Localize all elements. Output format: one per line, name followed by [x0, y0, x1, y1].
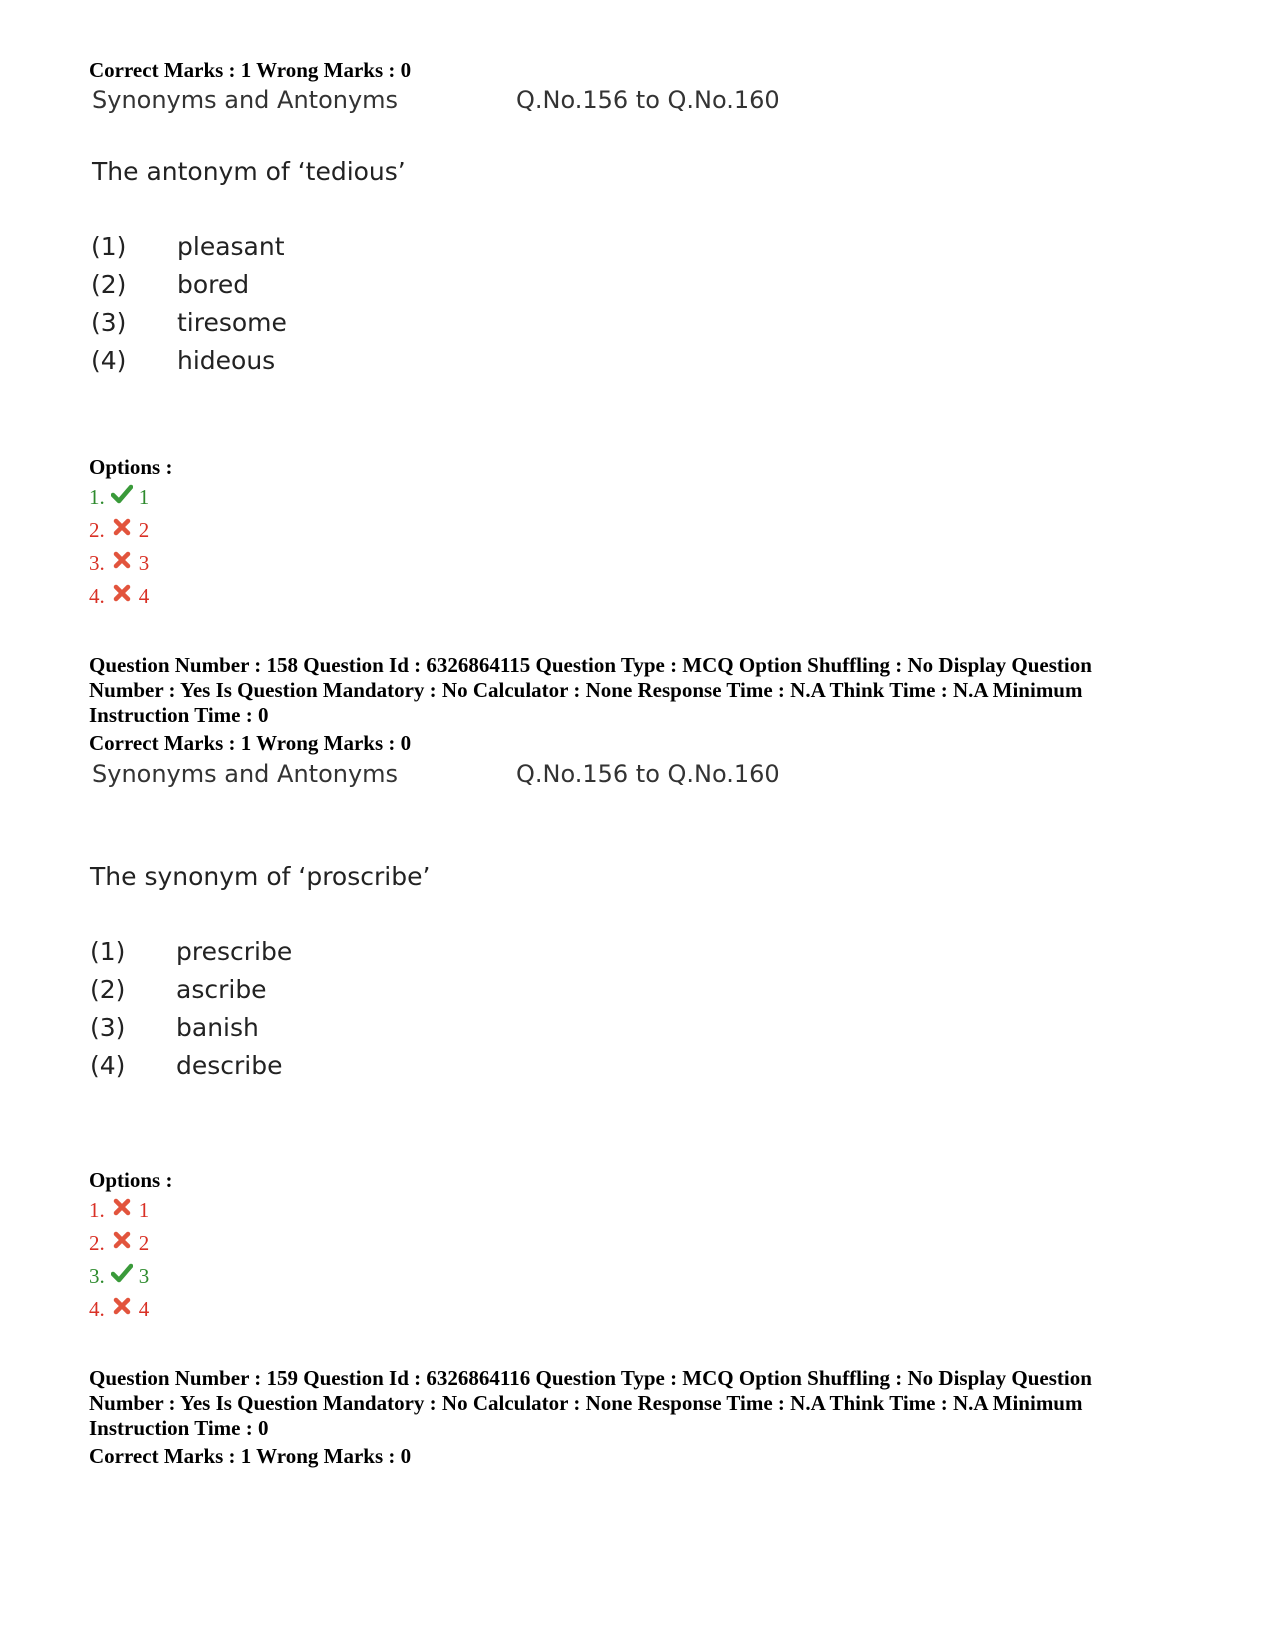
options-list: [89, 481, 149, 613]
question-text: The synonym of ‘proscribe’: [90, 862, 431, 891]
option-value: 1: [138, 485, 150, 509]
choice-list: [91, 227, 287, 379]
question-meta-line: Number : Yes Is Question Mandatory : No Calculator : None Response Time : N.A Think Time : N.A Minimum: [89, 678, 1083, 702]
option-number: 4.: [89, 584, 105, 608]
option-number: 3.: [89, 551, 105, 575]
choice-list: [90, 932, 292, 1084]
choice-number: (4): [90, 1050, 126, 1080]
choice-item: [90, 1008, 292, 1046]
option-value: 2: [138, 518, 150, 542]
question-meta-line: Instruction Time : 0: [89, 1416, 269, 1440]
option-item: [89, 547, 149, 580]
option-value: 3: [138, 1264, 150, 1288]
choice-number: (3): [90, 1012, 126, 1042]
options-label: Options :: [89, 455, 173, 479]
options-list: [89, 1194, 149, 1326]
choice-item: [90, 1046, 292, 1084]
choice-number: (2): [90, 974, 126, 1004]
cross-icon: [111, 549, 133, 571]
marks-line: Correct Marks : 1 Wrong Marks : 0: [89, 58, 412, 82]
choice-text: hideous: [177, 345, 276, 375]
choice-item: [91, 341, 287, 379]
choice-text: ascribe: [176, 974, 267, 1004]
choice-item: [91, 265, 287, 303]
option-value: 4: [138, 1297, 150, 1321]
section-title: Synonyms and Antonyms: [92, 760, 399, 788]
choice-text: tiresome: [177, 307, 287, 337]
choice-item: [90, 970, 292, 1008]
marks-line: Correct Marks : 1 Wrong Marks : 0: [89, 731, 412, 755]
option-value: 2: [138, 1231, 150, 1255]
option-number: 4.: [89, 1297, 105, 1321]
choice-item: [90, 932, 292, 970]
option-value: 3: [138, 551, 150, 575]
choice-text: prescribe: [176, 936, 293, 966]
question-meta: [89, 653, 1199, 728]
check-icon: [111, 483, 133, 505]
question-meta-line: Instruction Time : 0: [89, 703, 269, 727]
option-number: 1.: [89, 485, 105, 509]
option-number: 2.: [89, 518, 105, 542]
choice-number: (1): [90, 936, 126, 966]
option-item: [89, 1227, 149, 1260]
marks-line: Correct Marks : 1 Wrong Marks : 0: [89, 1444, 412, 1468]
option-value: 4: [138, 584, 150, 608]
question-range: Q.No.156 to Q.No.160: [516, 86, 780, 114]
question-range: Q.No.156 to Q.No.160: [516, 760, 780, 788]
option-number: 2.: [89, 1231, 105, 1255]
choice-number: (4): [91, 345, 127, 375]
cross-icon: [111, 582, 133, 604]
choice-item: [91, 303, 287, 341]
check-icon: [111, 1262, 133, 1284]
option-value: 1: [138, 1198, 150, 1222]
question-meta-line: Question Number : 158 Question Id : 6326864115 Question Type : MCQ Option Shuffling : No Display Question: [89, 653, 1092, 677]
choice-text: banish: [176, 1012, 259, 1042]
cross-icon: [111, 516, 133, 538]
choice-number: (2): [91, 269, 127, 299]
choice-text: describe: [176, 1050, 283, 1080]
question-meta: [89, 1366, 1199, 1441]
option-item: [89, 514, 149, 547]
option-item: [89, 1260, 149, 1293]
option-item: [89, 1194, 149, 1227]
choice-number: (1): [91, 231, 127, 261]
option-number: 1.: [89, 1198, 105, 1222]
choice-number: (3): [91, 307, 127, 337]
cross-icon: [111, 1229, 133, 1251]
section-title: Synonyms and Antonyms: [92, 86, 399, 114]
question-meta-line: Question Number : 159 Question Id : 6326864116 Question Type : MCQ Option Shuffling : No Display Question: [89, 1366, 1092, 1390]
cross-icon: [111, 1295, 133, 1317]
cross-icon: [111, 1196, 133, 1218]
choice-text: pleasant: [177, 231, 285, 261]
choice-text: bored: [177, 269, 250, 299]
question-text: The antonym of ‘tedious’: [92, 157, 406, 186]
options-label: Options :: [89, 1168, 173, 1192]
option-item: [89, 580, 149, 613]
choice-item: [91, 227, 287, 265]
option-item: [89, 481, 149, 514]
option-number: 3.: [89, 1264, 105, 1288]
question-meta-line: Number : Yes Is Question Mandatory : No Calculator : None Response Time : N.A Think Time : N.A Minimum: [89, 1391, 1083, 1415]
option-item: [89, 1293, 149, 1326]
